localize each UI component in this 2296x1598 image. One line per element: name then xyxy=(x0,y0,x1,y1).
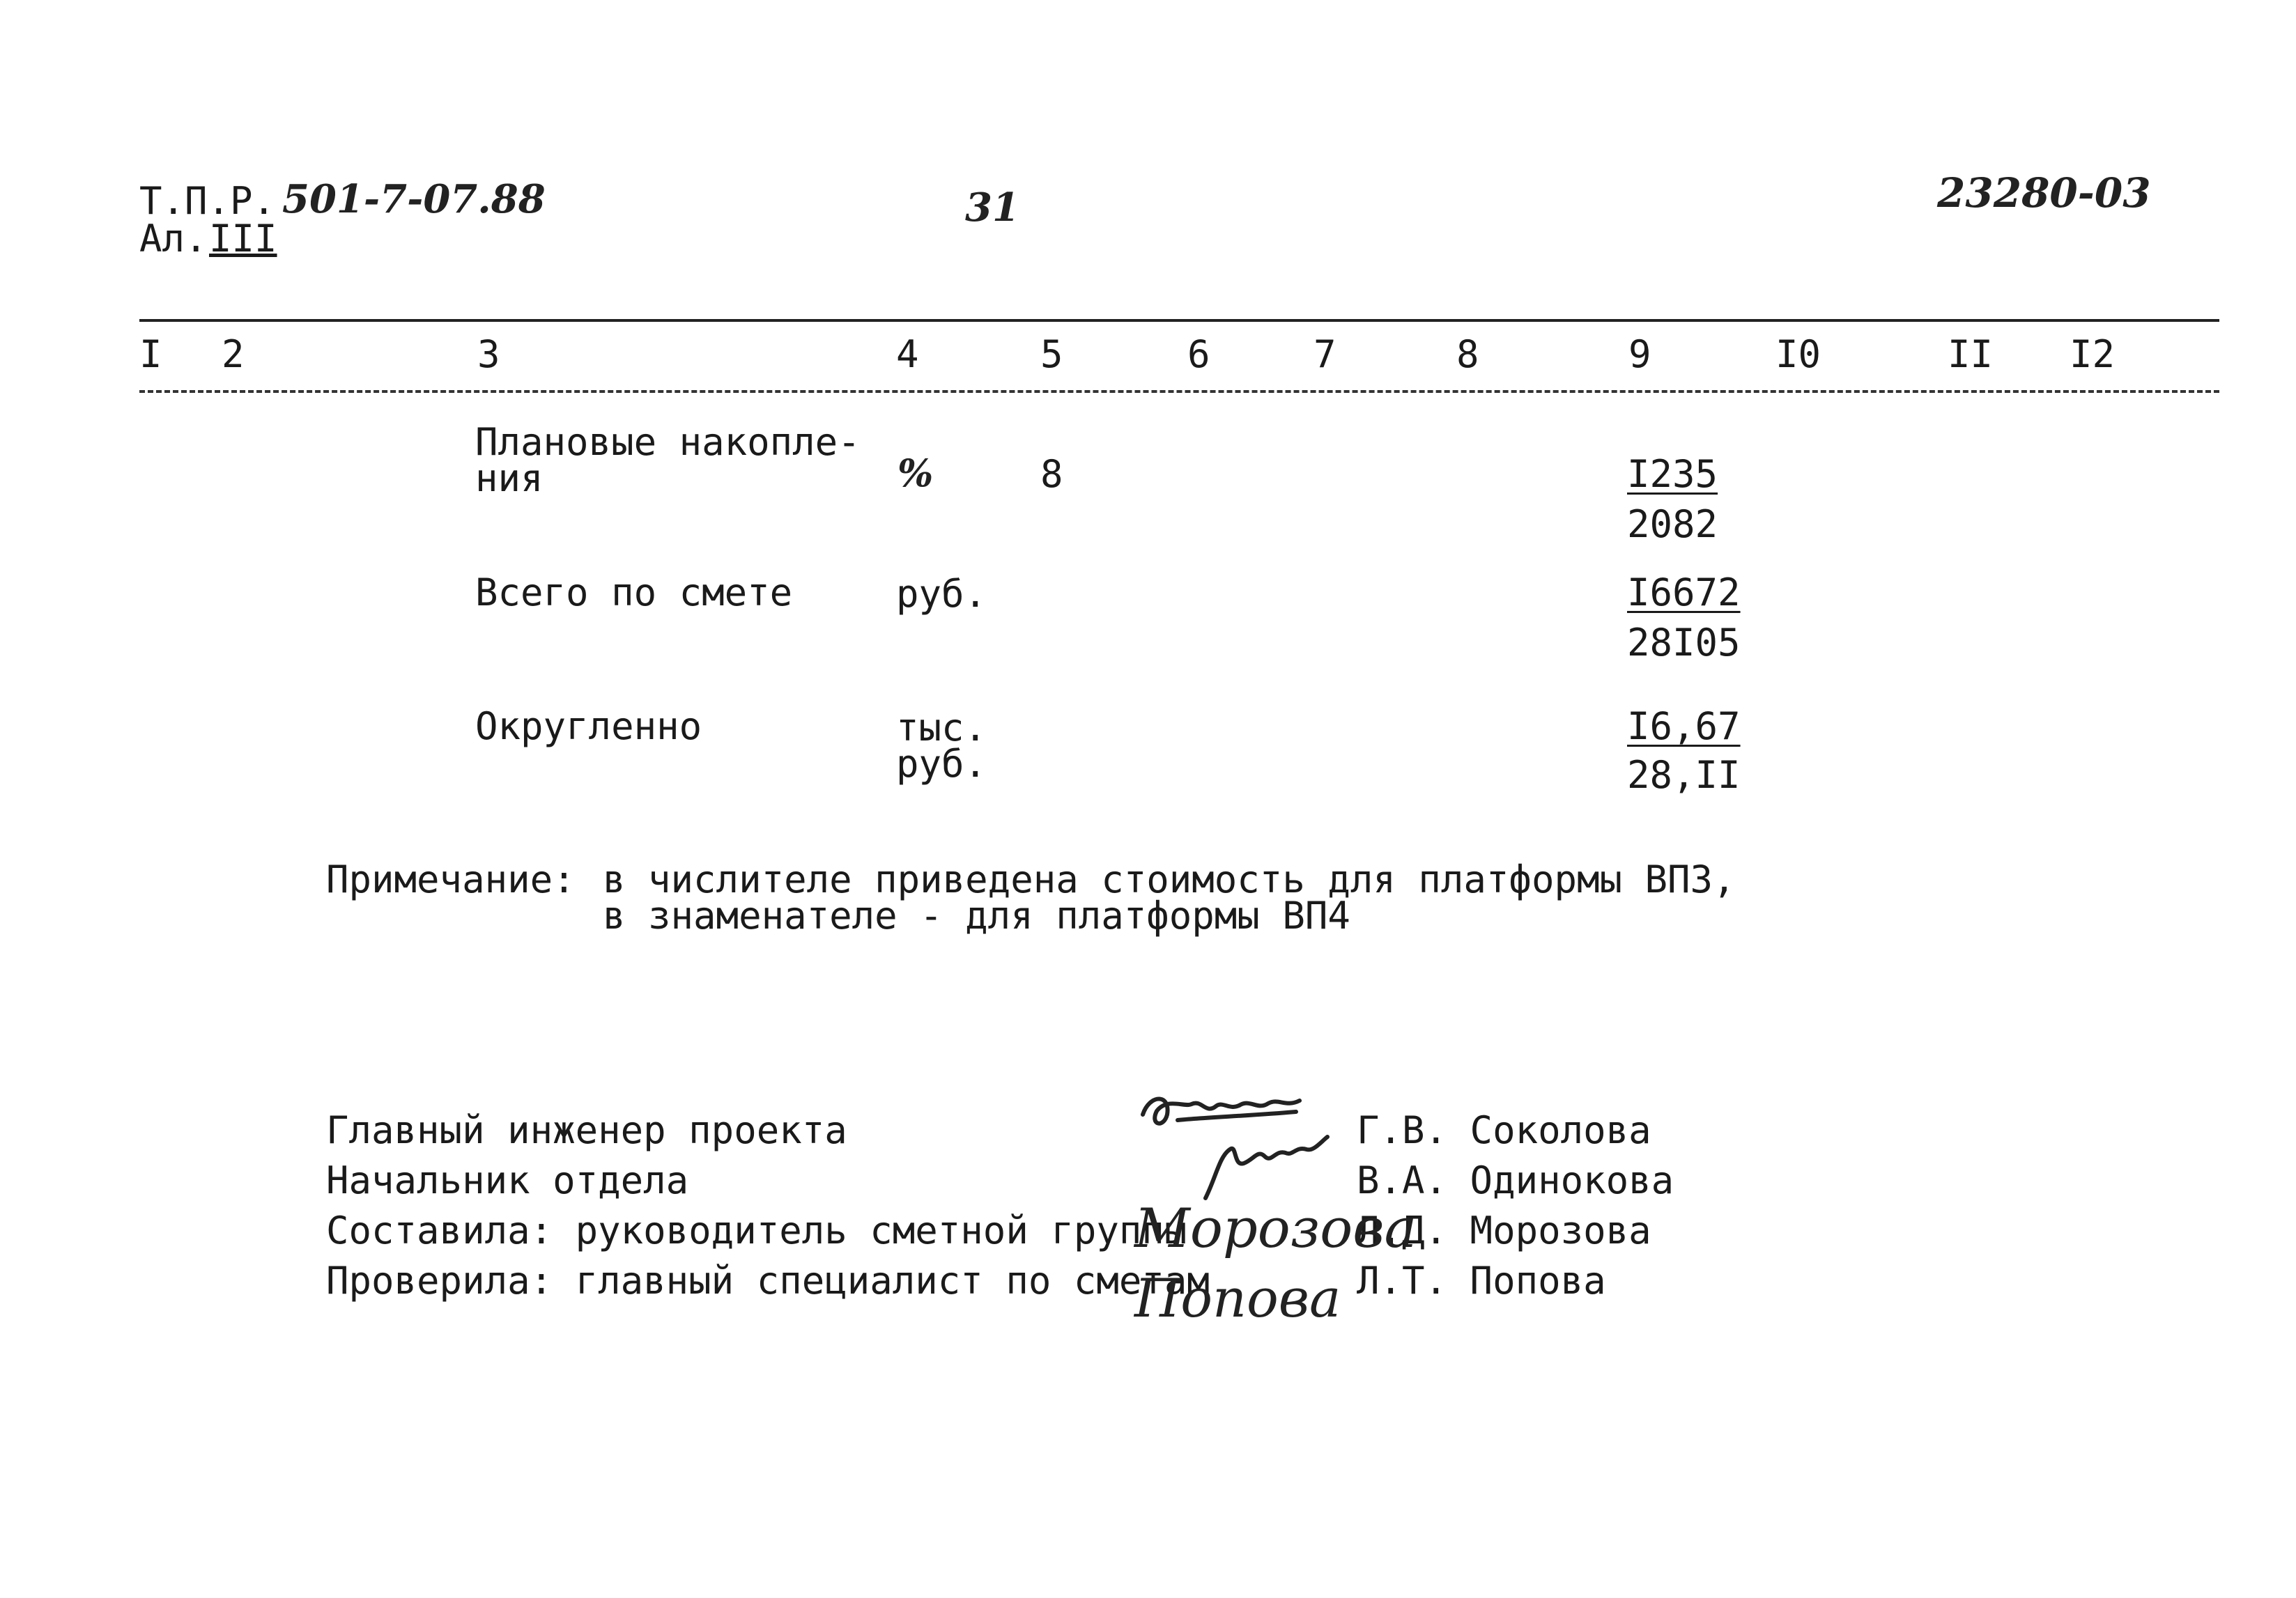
column-header-8: 8 xyxy=(1456,332,1479,376)
signature-role: Проверила: главный специалист по сметам xyxy=(326,1259,1210,1303)
column-header-9: 9 xyxy=(1628,332,1651,376)
row-unit: руб. xyxy=(896,572,987,616)
row-col5-value: 8 xyxy=(1040,452,1063,496)
signature-role: Составила: руководитель сметной группы xyxy=(326,1209,1187,1252)
column-header-7: 7 xyxy=(1313,332,1336,376)
table-top-rule xyxy=(139,319,2219,322)
column-header-3: 3 xyxy=(477,332,500,376)
project-code: 23280-03 xyxy=(1937,169,2151,217)
column-header-5: 5 xyxy=(1040,332,1063,376)
row-unit: тыс. xyxy=(896,706,987,750)
signature-name: Л.Д. Морозова xyxy=(1357,1209,1651,1252)
signature-role: Начальник отдела xyxy=(326,1158,689,1202)
row-value-denominator: 28I05 xyxy=(1627,621,1741,665)
row-unit: % xyxy=(897,451,934,495)
column-header-2: 2 xyxy=(222,332,245,376)
handwritten-signature-popova xyxy=(1129,1254,1352,1337)
row-value-denominator: 28,II xyxy=(1627,753,1741,797)
note-line-2: в знаменателе - для платформы ВП4 xyxy=(603,894,1350,938)
signature-name: Г.В. Соколова xyxy=(1357,1108,1651,1152)
column-header-10: I0 xyxy=(1775,332,1821,376)
row-value-numerator: I6,67 xyxy=(1627,704,1741,748)
signature-name: Л.Т. Попова xyxy=(1357,1259,1606,1303)
row-value-denominator: 2082 xyxy=(1627,502,1718,546)
svg-text:Морозова: Морозова xyxy=(1134,1197,1417,1260)
doc-prefix: Т.П.Р. xyxy=(139,179,276,223)
doc-number: 501-7-07.88 xyxy=(282,176,546,222)
note-label: Примечание: xyxy=(326,858,576,901)
row-name-continued: ния xyxy=(475,456,544,500)
row-value-numerator: I235 xyxy=(1627,452,1718,496)
album-number: III xyxy=(209,217,277,261)
row-value-numerator: I6672 xyxy=(1627,571,1741,614)
row-name: Округленно xyxy=(475,704,702,748)
signature-role: Главный инженер проекта xyxy=(326,1108,847,1152)
row-unit-continued: руб. xyxy=(896,742,987,786)
column-header-1: I xyxy=(139,332,162,376)
column-header-4: 4 xyxy=(896,332,919,376)
table-header-rule xyxy=(139,390,2219,393)
column-header-11: II xyxy=(1948,332,1994,376)
row-name: Всего по смете xyxy=(475,571,793,614)
note-line-1: в числителе приведена стоимость для платформы ВП3, xyxy=(603,858,1736,901)
column-header-12: I2 xyxy=(2070,332,2116,376)
column-header-6: 6 xyxy=(1187,332,1210,376)
page-number: 31 xyxy=(965,185,1019,231)
row-name: Плановые накопле- xyxy=(475,420,861,464)
signature-name: В.А. Одинокова xyxy=(1357,1158,1674,1202)
handwritten-signature-odinokova xyxy=(1192,1128,1338,1205)
svg-text:Попова: Попова xyxy=(1134,1267,1341,1329)
album-label: Ал. xyxy=(139,217,208,261)
